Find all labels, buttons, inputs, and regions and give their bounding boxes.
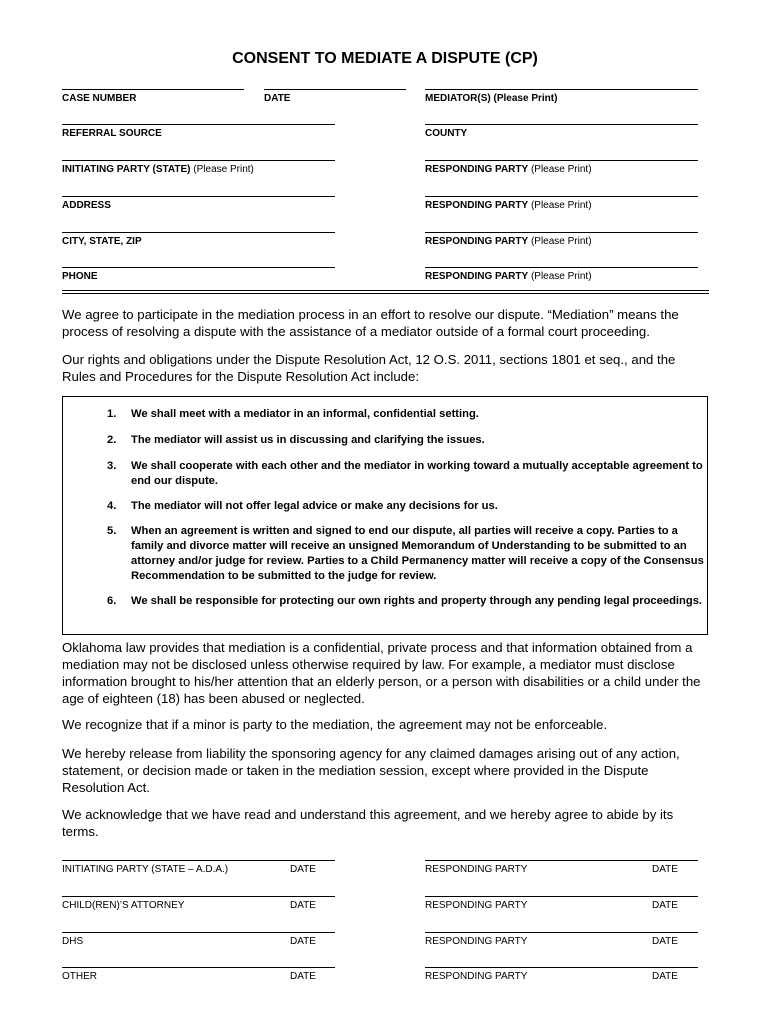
rights-item-text: We shall meet with a mediator in an informal, confidential setting. bbox=[131, 408, 479, 420]
address-label: ADDRESS bbox=[62, 200, 111, 211]
signature-label: CHILD(REN)’S ATTORNEY bbox=[62, 900, 185, 911]
responding-party-field-1[interactable] bbox=[425, 160, 698, 176]
signature-date-label: DATE bbox=[652, 900, 678, 911]
initiating-party-signature[interactable] bbox=[62, 860, 335, 878]
responding-party-label: RESPONDING PARTY bbox=[425, 164, 529, 175]
initiating-party-label: INITIATING PARTY (STATE) bbox=[62, 164, 191, 175]
rights-item-text: We shall be responsible for protecting our own rights and property through any pending legal proceedings. bbox=[131, 595, 703, 607]
signature-date-label: DATE bbox=[652, 971, 678, 982]
phone-field[interactable] bbox=[62, 267, 335, 283]
rights-item-number: 6. bbox=[107, 595, 117, 607]
signature-label: OTHER bbox=[62, 971, 97, 982]
referral-source-label: REFERRAL SOURCE bbox=[62, 128, 162, 139]
please-print-note: (Please Print) bbox=[530, 236, 592, 247]
rights-item-number: 2. bbox=[107, 434, 117, 446]
rights-intro-paragraph: Our rights and obligations under the Dispute Resolution Act, 12 O.S. 2011, sections 1801 et seq., and the Rules and Procedures for the Dispute Resolution Act include: bbox=[62, 352, 676, 384]
rights-item-number: 5. bbox=[107, 525, 117, 537]
responding-party-field-3[interactable] bbox=[425, 232, 698, 248]
signature-label: RESPONDING PARTY bbox=[425, 900, 528, 911]
city-state-zip-field[interactable] bbox=[62, 232, 335, 248]
signature-label: RESPONDING PARTY bbox=[425, 864, 528, 875]
minor-notice-paragraph: We recognize that if a minor is party to the mediation, the agreement may not be enforceable. bbox=[62, 717, 608, 732]
date-label: DATE bbox=[264, 93, 291, 104]
mediators-label: MEDIATOR(S) (Please Print) bbox=[425, 93, 558, 104]
county-label: COUNTY bbox=[425, 128, 468, 139]
rights-box bbox=[62, 396, 708, 635]
county-field[interactable] bbox=[425, 124, 698, 140]
address-field[interactable] bbox=[62, 196, 335, 212]
please-print-note: (Please Print) bbox=[193, 164, 254, 175]
rights-item-text: We shall cooperate with each other and the mediator in working toward a mutually acceptable agreement to end our dispute. bbox=[131, 460, 703, 487]
childrens-attorney-signature[interactable] bbox=[62, 896, 335, 914]
rights-item-text: When an agreement is written and signed to end our dispute, all parties will receive a copy. Parties to a family and divorce matter will receive an unsigned Memorandum of Understanding to be submitted to an attorney and/or judge for review. Parties to a Child Permanency matter will receive a copy of the Consensus Recommendation to be submitted to the judge for review. bbox=[131, 525, 704, 582]
mediators-field[interactable] bbox=[425, 89, 698, 105]
responding-party-signature-1[interactable] bbox=[425, 860, 698, 878]
page-title: CONSENT TO MEDIATE A DISPUTE (CP) bbox=[232, 50, 538, 67]
intro-paragraph: We agree to participate in the mediation process in an effort to resolve our dispute. “Mediation” means the process of resolving a dispute with the assistance of a mediator outside of a formal court proceeding. bbox=[62, 307, 679, 339]
responding-party-label: RESPONDING PARTY bbox=[425, 200, 529, 211]
signature-label: RESPONDING PARTY bbox=[425, 936, 528, 947]
rights-item-number: 3. bbox=[107, 460, 117, 472]
responding-party-field-4[interactable] bbox=[425, 267, 698, 283]
signature-label: INITIATING PARTY (STATE – A.D.A.) bbox=[62, 864, 229, 875]
responding-party-field-2[interactable] bbox=[425, 196, 698, 212]
signature-label: RESPONDING PARTY bbox=[425, 971, 528, 982]
rights-item-text: The mediator will not offer legal advice or make any decisions for us. bbox=[131, 500, 498, 512]
responding-party-signature-4[interactable] bbox=[425, 967, 698, 985]
date-field[interactable] bbox=[264, 89, 406, 105]
responding-party-signature-3[interactable] bbox=[425, 932, 698, 950]
dhs-signature[interactable] bbox=[62, 932, 335, 950]
rights-item-number: 1. bbox=[107, 408, 117, 420]
responding-party-label: RESPONDING PARTY bbox=[425, 236, 529, 247]
signature-date-label: DATE bbox=[652, 936, 678, 947]
please-print-note: (Please Print) bbox=[530, 271, 592, 282]
signature-date-label: DATE bbox=[290, 936, 316, 947]
oklahoma-law-paragraph: Oklahoma law provides that mediation is a confidential, private process and that information obtained from a mediation may not be disclosed unless otherwise required by law. For example, a mediator must disclose information brought to his/her attention that an elderly person, or a person with disabilities or a child under the age of eighteen (18) has been abused or neglected. bbox=[62, 640, 701, 706]
signature-date-label: DATE bbox=[290, 864, 316, 875]
signature-date-label: DATE bbox=[290, 900, 316, 911]
release-paragraph: We hereby release from liability the sponsoring agency for any claimed damages arising out of any action, statement, or decision made or taken in the mediation session, except where provided in the Dispute Resolution Act. bbox=[62, 746, 680, 795]
case-number-label: CASE NUMBER bbox=[62, 93, 137, 104]
initiating-party-field[interactable] bbox=[62, 160, 335, 176]
city-state-zip-label: CITY, STATE, ZIP bbox=[62, 236, 142, 247]
phone-label: PHONE bbox=[62, 271, 98, 282]
responding-party-label: RESPONDING PARTY bbox=[425, 271, 529, 282]
responding-party-signature-2[interactable] bbox=[425, 896, 698, 914]
referral-source-field[interactable] bbox=[62, 124, 335, 140]
other-signature[interactable] bbox=[62, 967, 335, 985]
case-number-field[interactable] bbox=[62, 89, 244, 105]
please-print-note: (Please Print) bbox=[530, 200, 592, 211]
signature-date-label: DATE bbox=[290, 971, 316, 982]
rights-item-number: 4. bbox=[107, 500, 117, 512]
rights-item-text: The mediator will assist us in discussing and clarifying the issues. bbox=[131, 434, 485, 446]
signature-date-label: DATE bbox=[652, 864, 678, 875]
signature-label: DHS bbox=[62, 936, 84, 947]
acknowledge-paragraph: We acknowledge that we have read and understand this agreement, and we hereby agree to abide by its terms. bbox=[62, 807, 674, 839]
section-divider bbox=[62, 290, 709, 294]
please-print-note: (Please Print) bbox=[530, 164, 592, 175]
